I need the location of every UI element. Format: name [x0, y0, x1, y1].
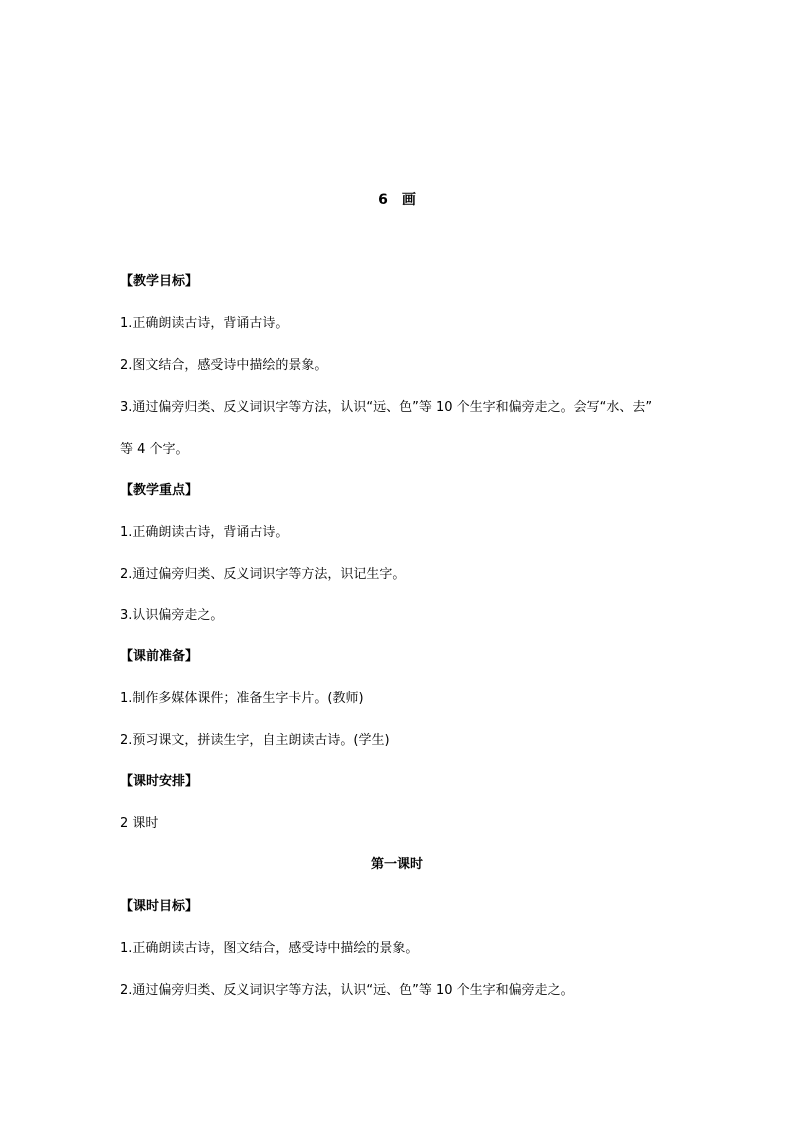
teaching-goal-3: 3.通过偏旁归类、反义词识字等方法，认识“远、色”等 10 个生字和偏旁走之。会写“水、去”: [120, 400, 653, 415]
preparation-item-1: 1.制作多媒体课件；准备生字卡片。(教师): [120, 691, 364, 706]
teaching-goal-2: 2.图文结合，感受诗中描绘的景象。: [120, 358, 328, 373]
document-title: 6 画: [378, 192, 416, 208]
lesson-one-title: 第一课时: [370, 857, 423, 872]
lesson-goal-2: 2.通过偏旁归类、反义词识字等方法，认识“远、色”等 10 个生字和偏旁走之。: [120, 983, 574, 998]
schedule-value: 2 课时: [120, 816, 159, 831]
schedule-heading: 【课时安排】: [120, 774, 199, 789]
lesson-goals-heading: 【课时目标】: [120, 899, 199, 914]
teaching-goal-1: 1.正确朗读古诗，背诵古诗。: [120, 316, 289, 331]
teaching-goals-heading: 【教学目标】: [120, 274, 199, 289]
key-point-2: 2.通过偏旁归类、反义词识字等方法，识记生字。: [120, 567, 406, 582]
key-points-heading: 【教学重点】: [120, 483, 199, 498]
key-point-1: 1.正确朗读古诗，背诵古诗。: [120, 525, 289, 540]
preparation-heading: 【课前准备】: [120, 649, 199, 664]
preparation-item-2: 2.预习课文，拼读生字，自主朗读古诗。(学生): [120, 733, 390, 748]
key-point-3: 3.认识偏旁走之。: [120, 608, 224, 623]
lesson-goal-1: 1.正确朗读古诗，图文结合，感受诗中描绘的景象。: [120, 941, 419, 956]
teaching-goal-3-continued: 等 4 个字。: [120, 442, 189, 457]
